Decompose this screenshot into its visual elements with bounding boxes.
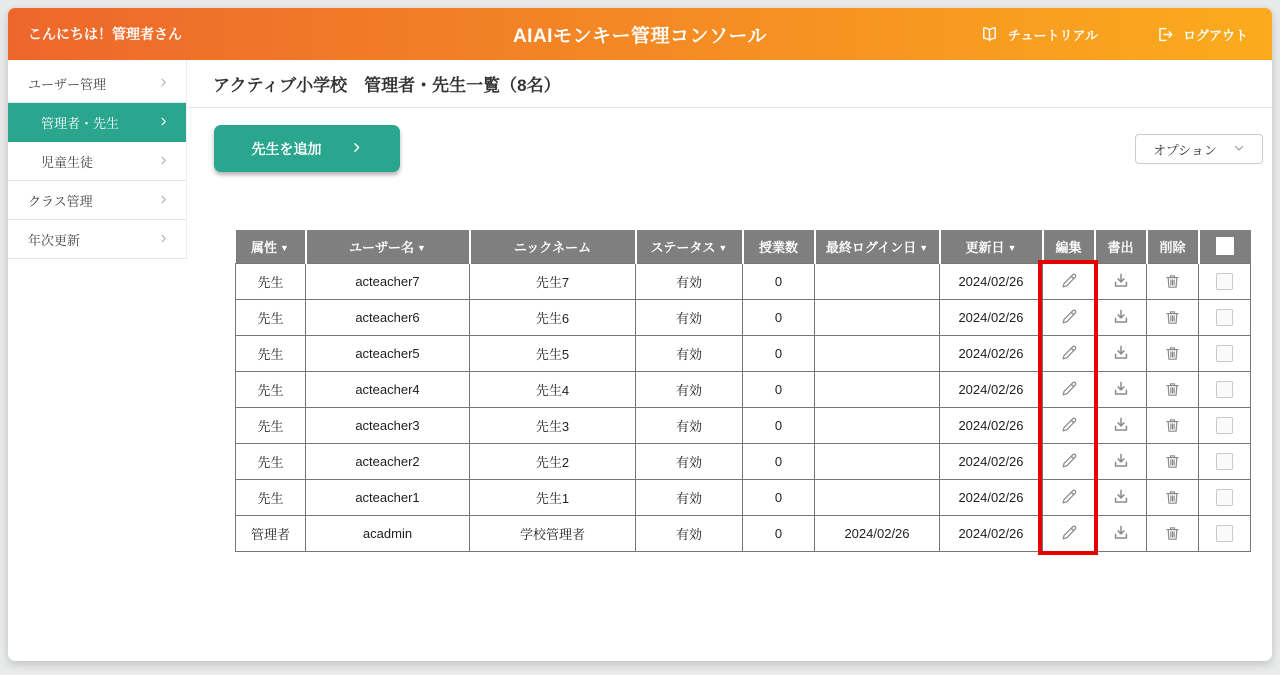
cell-select — [1199, 479, 1251, 515]
cell-status: 有効 — [636, 263, 743, 299]
cell-class-count: 0 — [743, 335, 815, 371]
cell-last-login — [815, 371, 940, 407]
row-checkbox[interactable] — [1216, 273, 1233, 290]
cell-edit — [1043, 299, 1095, 335]
sidebar-item-label: 年次更新 — [28, 232, 81, 248]
cell-username: acteacher4 — [306, 371, 470, 407]
pencil-icon — [1059, 459, 1079, 474]
cell-select — [1199, 515, 1251, 551]
sort-descending-icon: ▼ — [417, 242, 426, 253]
cell-export — [1095, 407, 1147, 443]
cell-updated: 2024/02/26 — [940, 515, 1043, 551]
cell-select — [1199, 371, 1251, 407]
cell-delete — [1147, 263, 1199, 299]
logout-label: ログアウト — [1182, 27, 1248, 43]
cell-select — [1199, 263, 1251, 299]
cell-class-count: 0 — [743, 479, 815, 515]
pencil-icon — [1059, 351, 1079, 366]
export-button[interactable] — [1111, 523, 1131, 543]
cell-nickname: 学校管理者 — [470, 515, 636, 551]
download-icon — [1111, 351, 1131, 366]
edit-button[interactable] — [1059, 415, 1079, 435]
cell-class-count: 0 — [743, 371, 815, 407]
cell-delete — [1147, 299, 1199, 335]
download-icon — [1111, 495, 1131, 510]
chevron-right-icon — [350, 141, 363, 157]
trash-icon — [1163, 315, 1182, 330]
table-row — [236, 335, 1251, 371]
cell-updated: 2024/02/26 — [940, 443, 1043, 479]
add-teacher-button[interactable] — [214, 125, 400, 172]
cell-nickname: 先生5 — [470, 335, 636, 371]
trash-icon — [1163, 459, 1182, 474]
delete-button[interactable] — [1163, 452, 1182, 471]
row-checkbox[interactable] — [1216, 345, 1233, 362]
export-button[interactable] — [1111, 451, 1131, 471]
table-row — [236, 479, 1251, 515]
options-dropdown[interactable] — [1135, 134, 1263, 164]
trash-icon — [1163, 531, 1182, 546]
column-header-2[interactable]: ユーザー名 ▼ — [306, 230, 470, 263]
export-button[interactable] — [1111, 307, 1131, 327]
trash-icon — [1163, 351, 1182, 366]
toolbar — [187, 108, 1272, 172]
sort-descending-icon: ▼ — [919, 242, 929, 253]
table-row — [236, 443, 1251, 479]
edit-button[interactable] — [1059, 343, 1079, 363]
trash-icon — [1163, 495, 1182, 510]
sidebar-item-label: ユーザー管理 — [28, 76, 107, 92]
chevron-down-icon — [1233, 142, 1245, 157]
cell-export — [1095, 263, 1147, 299]
sidebar-item-3[interactable] — [8, 142, 186, 181]
cell-updated: 2024/02/26 — [940, 479, 1043, 515]
top-actions — [979, 24, 1248, 45]
teachers-table-wrap — [235, 230, 1250, 552]
sidebar-item-label: 児童生徒 — [41, 154, 94, 170]
table-row — [236, 371, 1251, 407]
cell-status: 有効 — [636, 479, 743, 515]
options-label: オプション — [1153, 142, 1217, 158]
delete-button[interactable] — [1163, 488, 1182, 507]
row-checkbox[interactable] — [1216, 417, 1233, 434]
table-row — [236, 263, 1251, 299]
cell-edit — [1043, 335, 1095, 371]
cell-delete — [1147, 407, 1199, 443]
cell-attribute: 先生 — [236, 371, 306, 407]
select-all-checkbox[interactable] — [1216, 237, 1234, 255]
cell-username: acadmin — [306, 515, 470, 551]
export-button[interactable] — [1111, 415, 1131, 435]
cell-updated: 2024/02/26 — [940, 407, 1043, 443]
sidebar-item-1[interactable] — [8, 64, 186, 103]
pencil-icon — [1059, 279, 1079, 294]
cell-username: acteacher1 — [306, 479, 470, 515]
download-icon — [1111, 423, 1131, 438]
column-header-7[interactable]: 更新日 ▼ — [940, 230, 1043, 263]
pencil-icon — [1059, 387, 1079, 402]
cell-export — [1095, 335, 1147, 371]
logout-link[interactable] — [1156, 25, 1248, 44]
cell-class-count: 0 — [743, 299, 815, 335]
cell-attribute: 先生 — [236, 407, 306, 443]
column-header-4[interactable]: ステータス ▼ — [636, 230, 743, 263]
cell-class-count: 0 — [743, 263, 815, 299]
cell-edit — [1043, 443, 1095, 479]
cell-attribute: 先生 — [236, 335, 306, 371]
cell-username: acteacher3 — [306, 407, 470, 443]
export-button[interactable] — [1111, 379, 1131, 399]
cell-export — [1095, 299, 1147, 335]
tutorial-link[interactable] — [979, 24, 1098, 45]
cell-updated: 2024/02/26 — [940, 335, 1043, 371]
cell-select — [1199, 443, 1251, 479]
teachers-table — [235, 230, 1251, 552]
admin-console-window — [8, 8, 1272, 661]
export-button[interactable] — [1111, 343, 1131, 363]
pencil-icon — [1059, 423, 1079, 438]
cell-last-login — [815, 263, 940, 299]
delete-button[interactable] — [1163, 416, 1182, 435]
cell-status: 有効 — [636, 299, 743, 335]
chevron-right-icon — [158, 76, 169, 91]
sort-descending-icon: ▼ — [280, 242, 289, 253]
cell-class-count: 0 — [743, 407, 815, 443]
download-icon — [1111, 315, 1131, 330]
chevron-right-icon — [158, 115, 169, 130]
cell-edit — [1043, 371, 1095, 407]
download-icon — [1111, 279, 1131, 294]
trash-icon — [1163, 279, 1182, 294]
pencil-icon — [1059, 531, 1079, 546]
delete-button[interactable] — [1163, 524, 1182, 543]
table-row — [236, 299, 1251, 335]
cell-delete — [1147, 479, 1199, 515]
edit-button[interactable] — [1059, 379, 1079, 399]
column-header-6[interactable]: 最終ログイン日 ▼ — [815, 230, 940, 263]
cell-nickname: 先生4 — [470, 371, 636, 407]
column-header-3: ニックネーム — [470, 230, 636, 263]
cell-nickname: 先生7 — [470, 263, 636, 299]
sidebar-item-4[interactable] — [8, 181, 186, 220]
cell-edit — [1043, 407, 1095, 443]
cell-username: acteacher5 — [306, 335, 470, 371]
sidebar-item-5[interactable] — [8, 220, 186, 259]
cell-export — [1095, 479, 1147, 515]
cell-last-login — [815, 479, 940, 515]
cell-last-login — [815, 407, 940, 443]
table-row — [236, 515, 1251, 551]
cell-last-login — [815, 299, 940, 335]
cell-export — [1095, 515, 1147, 551]
cell-username: acteacher2 — [306, 443, 470, 479]
cell-attribute: 先生 — [236, 443, 306, 479]
chevron-right-icon — [158, 154, 169, 169]
cell-attribute: 先生 — [236, 479, 306, 515]
chevron-right-icon — [158, 232, 169, 247]
cell-export — [1095, 443, 1147, 479]
row-checkbox[interactable] — [1216, 453, 1233, 470]
cell-edit — [1043, 479, 1095, 515]
cell-last-login — [815, 335, 940, 371]
add-teacher-label: 先生を追加 — [251, 140, 322, 157]
row-checkbox[interactable] — [1216, 489, 1233, 506]
cell-class-count: 0 — [743, 515, 815, 551]
main-content — [187, 60, 1272, 661]
chevron-right-icon — [158, 193, 169, 208]
app-title: AIAIモンキー管理コンソール — [512, 25, 768, 47]
sidebar — [8, 60, 187, 259]
cell-last-login — [815, 443, 940, 479]
cell-edit — [1043, 515, 1095, 551]
tutorial-label: チュートリアル — [1007, 27, 1098, 43]
cell-delete — [1147, 443, 1199, 479]
trash-icon — [1163, 423, 1182, 438]
cell-nickname: 先生6 — [470, 299, 636, 335]
edit-button[interactable] — [1059, 523, 1079, 543]
cell-nickname: 先生1 — [470, 479, 636, 515]
cell-status: 有効 — [636, 443, 743, 479]
page-title: アクティブ小学校 管理者・先生一覧（8名） — [213, 76, 561, 95]
cell-attribute: 先生 — [236, 263, 306, 299]
cell-edit — [1043, 263, 1095, 299]
delete-button[interactable] — [1163, 380, 1182, 399]
cell-updated: 2024/02/26 — [940, 263, 1043, 299]
sidebar-item-label: クラス管理 — [28, 193, 93, 209]
delete-button[interactable] — [1163, 272, 1182, 291]
column-header-1[interactable]: 属性 ▼ — [236, 230, 306, 263]
cell-select — [1199, 407, 1251, 443]
cell-export — [1095, 371, 1147, 407]
row-checkbox[interactable] — [1216, 309, 1233, 326]
row-checkbox[interactable] — [1216, 525, 1233, 542]
cell-status: 有効 — [636, 407, 743, 443]
download-icon — [1111, 531, 1131, 546]
cell-delete — [1147, 515, 1199, 551]
pencil-icon — [1059, 495, 1079, 510]
sort-descending-icon: ▼ — [718, 242, 728, 253]
sidebar-item-2[interactable] — [8, 103, 186, 142]
row-checkbox[interactable] — [1216, 381, 1233, 398]
cell-select — [1199, 335, 1251, 371]
cell-username: acteacher6 — [306, 299, 470, 335]
column-header-5: 授業数 — [743, 230, 815, 263]
edit-button[interactable] — [1059, 271, 1079, 291]
logout-icon — [1156, 25, 1175, 44]
greeting-text: こんにちは！管理者さん — [28, 26, 182, 42]
column-header-10: 削除 — [1147, 230, 1199, 263]
cell-delete — [1147, 335, 1199, 371]
column-header-9: 書出 — [1095, 230, 1147, 263]
cell-updated: 2024/02/26 — [940, 371, 1043, 407]
cell-status: 有効 — [636, 515, 743, 551]
edit-button[interactable] — [1059, 487, 1079, 507]
cell-attribute: 管理者 — [236, 515, 306, 551]
delete-button[interactable] — [1163, 308, 1182, 327]
edit-button[interactable] — [1059, 451, 1079, 471]
cell-attribute: 先生 — [236, 299, 306, 335]
book-icon — [979, 24, 1000, 45]
cell-select — [1199, 299, 1251, 335]
cell-updated: 2024/02/26 — [940, 299, 1043, 335]
export-button[interactable] — [1111, 271, 1131, 291]
edit-button[interactable] — [1059, 307, 1079, 327]
sidebar-item-label: 管理者・先生 — [41, 115, 120, 131]
page-title-bar — [187, 60, 1272, 108]
cell-status: 有効 — [636, 335, 743, 371]
trash-icon — [1163, 387, 1182, 402]
pencil-icon — [1059, 315, 1079, 330]
cell-status: 有効 — [636, 371, 743, 407]
cell-nickname: 先生2 — [470, 443, 636, 479]
table-row — [236, 407, 1251, 443]
column-header-8: 編集 — [1043, 230, 1095, 263]
column-header-select — [1199, 230, 1251, 263]
cell-delete — [1147, 371, 1199, 407]
download-icon — [1111, 387, 1131, 402]
sort-descending-icon: ▼ — [1007, 242, 1017, 253]
cell-class-count: 0 — [743, 443, 815, 479]
cell-nickname: 先生3 — [470, 407, 636, 443]
cell-username: acteacher7 — [306, 263, 470, 299]
top-header — [8, 8, 1272, 60]
download-icon — [1111, 459, 1131, 474]
cell-last-login: 2024/02/26 — [815, 515, 940, 551]
export-button[interactable] — [1111, 487, 1131, 507]
delete-button[interactable] — [1163, 344, 1182, 363]
